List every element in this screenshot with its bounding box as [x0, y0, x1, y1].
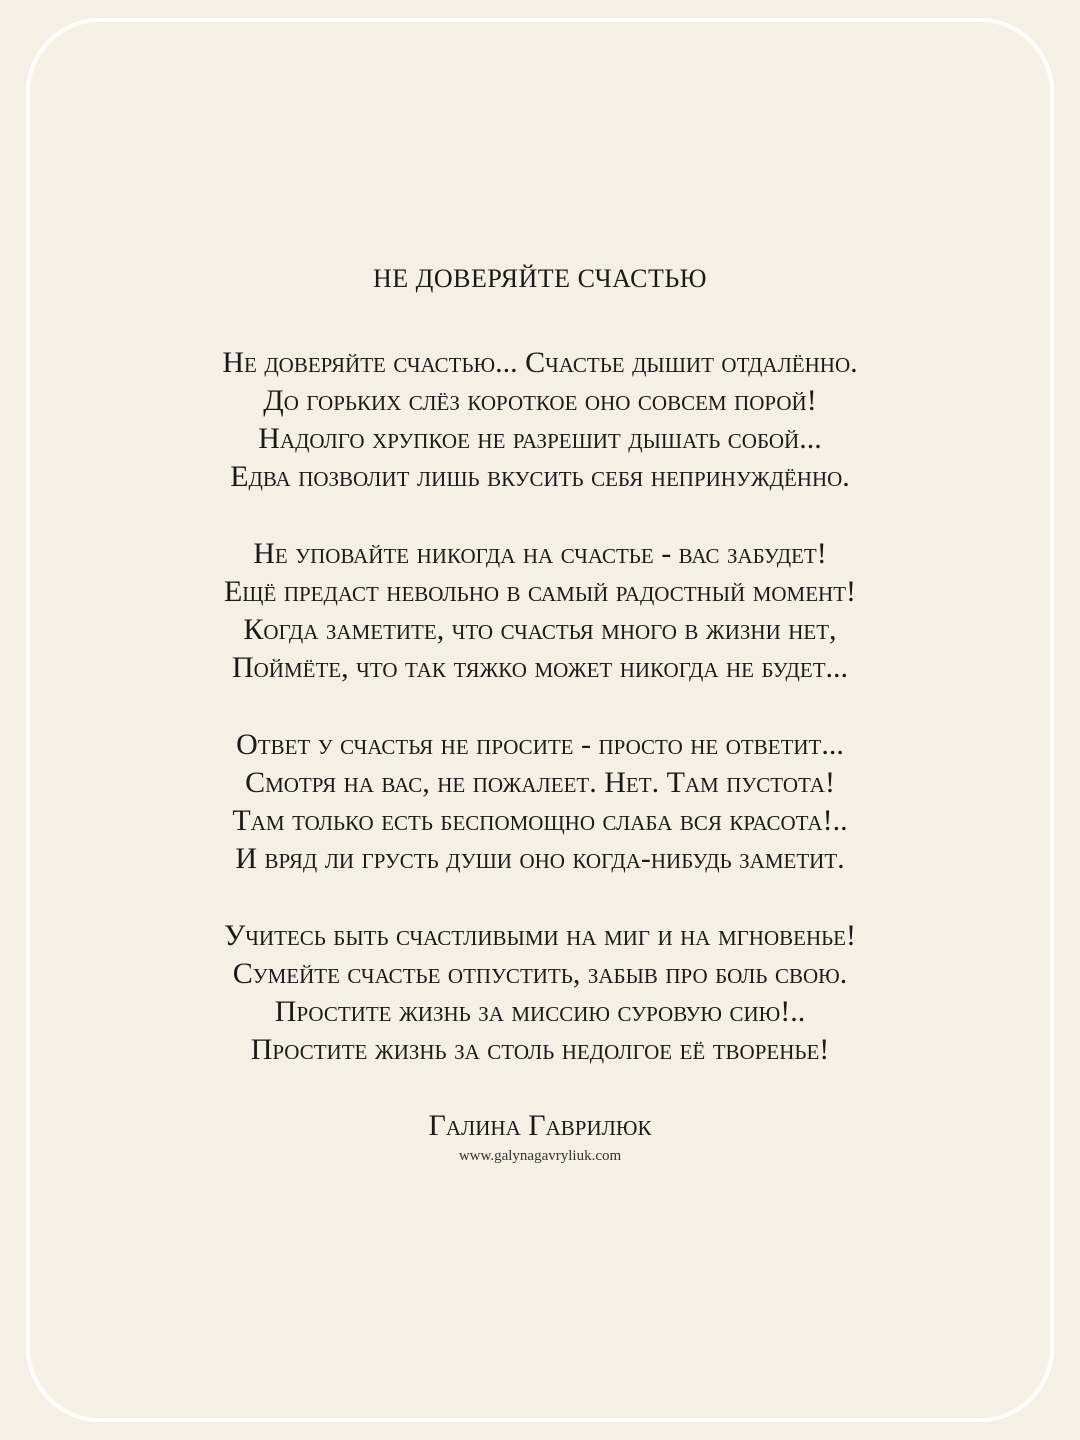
poem-line: Учитесь быть счастливыми на миг и на мгновенье!	[224, 919, 856, 952]
poem-line: Ответ у счастья не просите - просто не ответит...	[236, 728, 844, 761]
stanza-2	[0, 535, 1080, 687]
poem-line: Простите жизнь за столь недолгое её творенье!	[250, 1033, 830, 1066]
author-name: Галина Гаврилюк	[428, 1109, 652, 1142]
poem-content	[0, 256, 1080, 1166]
poem-title: НЕ ДОВЕРЯЙТЕ СЧАСТЬЮ	[372, 264, 708, 293]
stanza-3	[0, 726, 1080, 878]
author-website: www.galynagavryliuk.com	[458, 1148, 622, 1164]
poem-line: До горьких слёз короткое оно совсем порой!	[263, 384, 817, 417]
poem-line: Смотря на вас, не пожалеет. Нет. Там пустота!	[245, 766, 835, 799]
poem-line: Там только есть беспомощно слаба вся красота!..	[232, 804, 848, 837]
poem-line: Не уповайте никогда на счастье - вас забудет!	[253, 537, 827, 570]
poem-line: Едва позволит лишь вкусить себя непринуждённо.	[230, 460, 850, 493]
stanza-1	[0, 344, 1080, 496]
poem-line: Ещё предаст невольно в самый радостный момент!	[223, 575, 857, 608]
poem-line: Когда заметите, что счастья много в жизни нет,	[243, 613, 837, 646]
poem-line: Надолго хрупкое не разрешит дышать собой...	[258, 422, 822, 455]
poem-line: Сумейте счастье отпустить, забыв про боль свою.	[232, 957, 848, 990]
poem-line: Простите жизнь за миссию суровую сию!..	[274, 995, 806, 1028]
poem-line: И вряд ли грусть души оно когда-нибудь заметит.	[235, 842, 845, 875]
stanza-4	[0, 917, 1080, 1069]
poem-line: Поймёте, что так тяжко может никогда не будет...	[231, 651, 849, 684]
poem-line: Не доверяйте счастью... Счастье дышит отдалённо.	[222, 346, 858, 379]
